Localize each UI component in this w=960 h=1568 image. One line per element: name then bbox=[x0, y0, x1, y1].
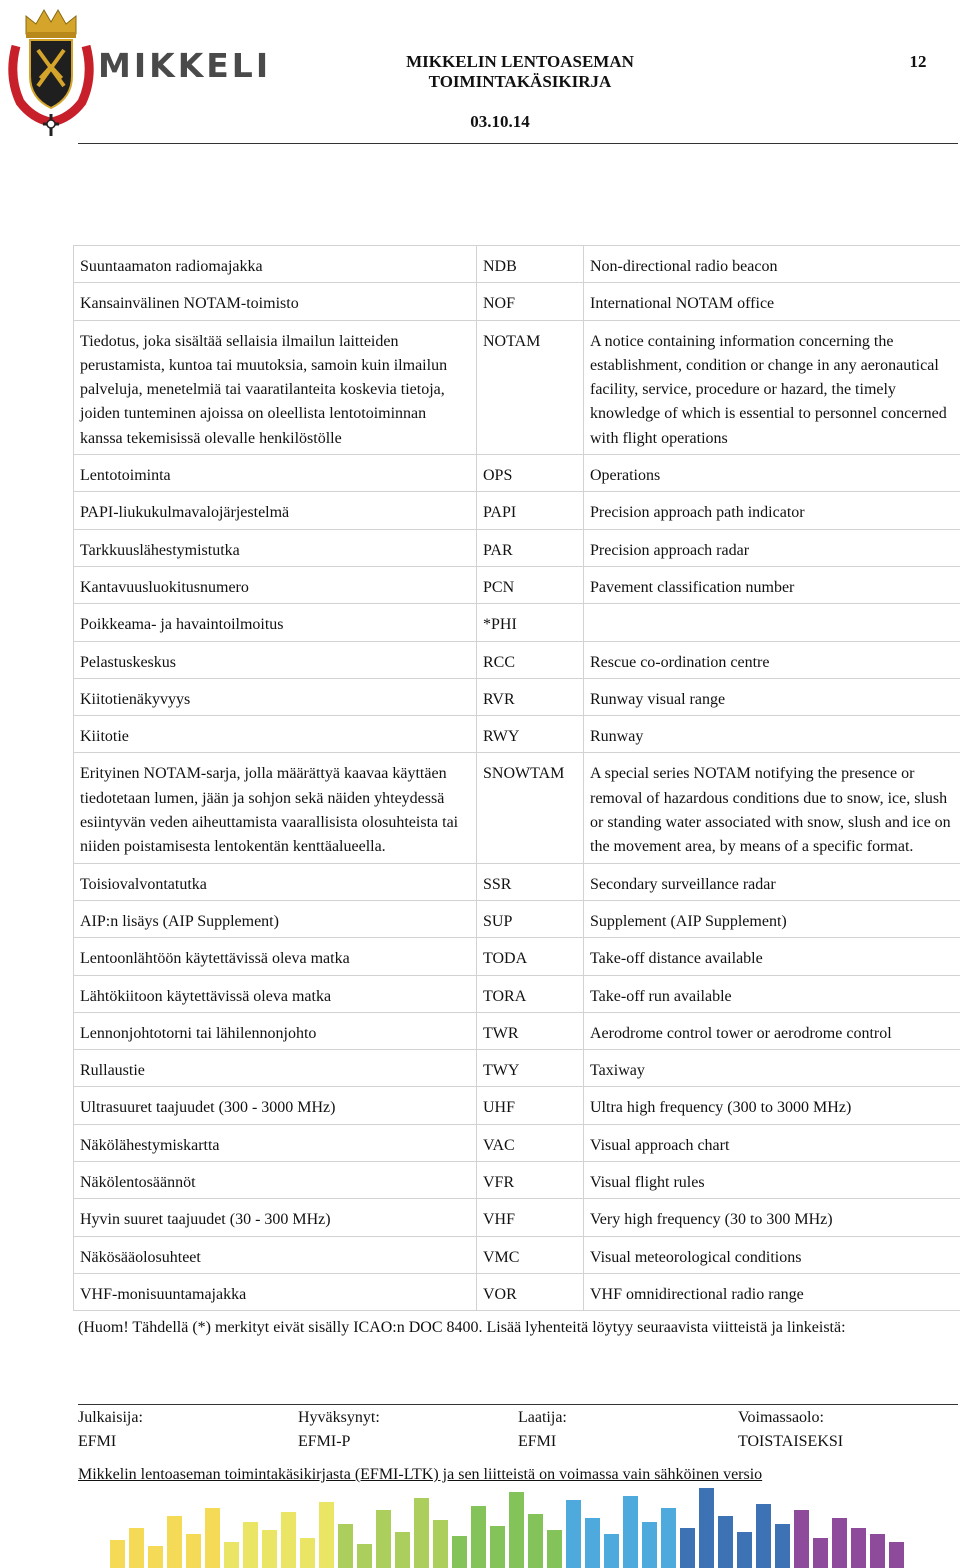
footer-approver-value: EFMI-P bbox=[298, 1433, 351, 1450]
english-term-cell: Pavement classification number bbox=[584, 566, 960, 603]
english-term-cell: Visual meteorological conditions bbox=[584, 1236, 960, 1273]
finnish-term-cell: Lähtökiitoon käytettävissä oleva matka bbox=[74, 975, 477, 1012]
decorative-bar bbox=[718, 1516, 733, 1568]
english-term-cell: Aerodrome control tower or aerodrome control bbox=[584, 1012, 960, 1049]
decorative-bar bbox=[414, 1498, 429, 1568]
decorative-bar bbox=[243, 1522, 258, 1568]
decorative-bar bbox=[642, 1522, 657, 1568]
english-term-cell: A special series NOTAM notifying the presence or removal of hazardous conditions due to snow, ice, slush or standing water associated with snow, slush and ice on the movement area, by means of a specific format. bbox=[584, 753, 960, 863]
table-row bbox=[74, 283, 960, 320]
decorative-bar bbox=[813, 1538, 828, 1568]
english-term-cell: Operations bbox=[584, 455, 960, 492]
abbreviation-cell: NOF bbox=[477, 283, 584, 320]
table-row bbox=[74, 863, 960, 900]
decorative-bar bbox=[319, 1502, 334, 1568]
abbreviation-cell: NOTAM bbox=[477, 320, 584, 454]
abbreviation-cell: RCC bbox=[477, 641, 584, 678]
decorative-bar bbox=[889, 1542, 904, 1568]
finnish-term-cell: Toisiovalvontatutka bbox=[74, 863, 477, 900]
electronic-version-notice-link[interactable]: Mikkelin lentoaseman toimintakäsikirjasta (EFMI-LTK) ja sen liitteistä on voimassa vain sähköinen versio bbox=[78, 1466, 763, 1483]
abbreviation-cell: SSR bbox=[477, 863, 584, 900]
abbreviation-cell: TODA bbox=[477, 938, 584, 975]
decorative-bar bbox=[338, 1524, 353, 1568]
english-term-cell: Runway visual range bbox=[584, 678, 960, 715]
decorative-bar bbox=[547, 1530, 562, 1568]
table-row bbox=[74, 604, 960, 641]
document-date: 03.10.14 bbox=[470, 112, 530, 131]
decorative-bar bbox=[452, 1536, 467, 1568]
finnish-term-cell: Rullaustie bbox=[74, 1050, 477, 1087]
abbreviation-table bbox=[73, 245, 960, 1311]
table-row bbox=[74, 1199, 960, 1236]
english-term-cell: Taxiway bbox=[584, 1050, 960, 1087]
abbreviation-cell: PAPI bbox=[477, 492, 584, 529]
decorative-bar bbox=[870, 1534, 885, 1568]
finnish-term-cell: Lennonjohtotorni tai lähilennonjohto bbox=[74, 1012, 477, 1049]
abbreviation-cell: VFR bbox=[477, 1162, 584, 1199]
decorative-bar bbox=[186, 1534, 201, 1568]
table-row bbox=[74, 320, 960, 454]
decorative-bar bbox=[281, 1512, 296, 1568]
table-row bbox=[74, 492, 960, 529]
decorative-bar bbox=[357, 1544, 372, 1568]
abbreviation-cell: NDB bbox=[477, 246, 584, 283]
decorative-bar bbox=[433, 1520, 448, 1568]
english-term-cell: Visual flight rules bbox=[584, 1162, 960, 1199]
abbreviation-cell: SNOWTAM bbox=[477, 753, 584, 863]
decorative-bar bbox=[167, 1516, 182, 1568]
finnish-term-cell: Erityinen NOTAM-sarja, jolla määrättyä kaavaa käyttäen tiedotetaan lumen, jään ja sohjon sekä näiden yhteydessä esiintyvän veden aiheuttamista vaarallisista olosuhteista tai niiden poistamisesta lentokentän kenttäalueella. bbox=[74, 753, 477, 863]
decorative-bar bbox=[395, 1532, 410, 1568]
decorative-bar bbox=[832, 1518, 847, 1568]
abbreviation-cell: SUP bbox=[477, 900, 584, 937]
english-term-cell: Supplement (AIP Supplement) bbox=[584, 900, 960, 937]
table-row bbox=[74, 1162, 960, 1199]
table-row bbox=[74, 1050, 960, 1087]
table-row bbox=[74, 1087, 960, 1124]
english-term-cell: VHF omnidirectional radio range bbox=[584, 1273, 960, 1310]
decorative-bar bbox=[775, 1524, 790, 1568]
decorative-bar bbox=[205, 1508, 220, 1568]
english-term-cell: Very high frequency (30 to 300 MHz) bbox=[584, 1199, 960, 1236]
abbreviation-cell: TWY bbox=[477, 1050, 584, 1087]
finnish-term-cell: Näkölähestymiskartta bbox=[74, 1124, 477, 1161]
footer-author bbox=[518, 1406, 738, 1454]
abbreviation-cell: PAR bbox=[477, 529, 584, 566]
decorative-bar bbox=[528, 1514, 543, 1568]
abbreviation-cell: VAC bbox=[477, 1124, 584, 1161]
english-term-cell: Take-off run available bbox=[584, 975, 960, 1012]
footer-divider bbox=[78, 1404, 958, 1405]
finnish-term-cell: Kantavuusluokitusnumero bbox=[74, 566, 477, 603]
finnish-term-cell: Poikkeama- ja havaintoilmoitus bbox=[74, 604, 477, 641]
decorative-bar bbox=[471, 1506, 486, 1568]
footer-publisher bbox=[78, 1406, 298, 1454]
decorative-bar bbox=[699, 1488, 714, 1568]
finnish-term-cell: AIP:n lisäys (AIP Supplement) bbox=[74, 900, 477, 937]
table-row bbox=[74, 529, 960, 566]
decorative-bar bbox=[756, 1504, 771, 1568]
table-row bbox=[74, 455, 960, 492]
footer-publisher-value: EFMI bbox=[78, 1433, 117, 1450]
abbreviation-cell: *PHI bbox=[477, 604, 584, 641]
abbreviation-cell: RVR bbox=[477, 678, 584, 715]
decorative-bar bbox=[129, 1528, 144, 1568]
header-divider bbox=[78, 143, 958, 144]
footer-publisher-label: Julkaisija: bbox=[78, 1409, 143, 1426]
table-row bbox=[74, 1273, 960, 1310]
finnish-term-cell: Hyvin suuret taajuudet (30 - 300 MHz) bbox=[74, 1199, 477, 1236]
decorative-bar bbox=[585, 1518, 600, 1568]
footnote: (Huom! Tähdellä (*) merkityt eivät sisälly ICAO:n DOC 8400. Lisää lyhenteitä löytyy seuraavista viitteistä ja linkeistä: bbox=[78, 1319, 846, 1336]
decorative-bar bbox=[680, 1528, 695, 1568]
english-term-cell: A notice containing information concerning the establishment, condition or change in any aeronautical facility, service, procedure or hazard, the timely knowledge of which is essential to personnel concerned with flight operations bbox=[584, 320, 960, 454]
table-row bbox=[74, 716, 960, 753]
decorative-bar bbox=[851, 1528, 866, 1568]
table-row bbox=[74, 566, 960, 603]
brand-name: MIKKELI bbox=[98, 46, 272, 85]
english-term-cell: Visual approach chart bbox=[584, 1124, 960, 1161]
footer-decorative-bars bbox=[0, 1486, 960, 1568]
footer-approver-label: Hyväksynyt: bbox=[298, 1409, 380, 1426]
table-row bbox=[74, 1124, 960, 1161]
english-term-cell: Precision approach path indicator bbox=[584, 492, 960, 529]
english-term-cell: Runway bbox=[584, 716, 960, 753]
finnish-term-cell: Tarkkuuslähestymistutka bbox=[74, 529, 477, 566]
table-row bbox=[74, 975, 960, 1012]
table-row bbox=[74, 938, 960, 975]
footer-validity bbox=[738, 1406, 958, 1454]
decorative-bar bbox=[794, 1510, 809, 1568]
document-title: MIKKELIN LENTOASEMAN TOIMINTAKÄSIKIRJA bbox=[406, 52, 634, 91]
decorative-bar bbox=[224, 1542, 239, 1568]
english-term-cell bbox=[584, 604, 960, 641]
english-term-cell: Take-off distance available bbox=[584, 938, 960, 975]
finnish-term-cell: VHF-monisuuntamajakka bbox=[74, 1273, 477, 1310]
finnish-term-cell: Suuntaamaton radiomajakka bbox=[74, 246, 477, 283]
finnish-term-cell: Kiitotienäkyvyys bbox=[74, 678, 477, 715]
english-term-cell: Non-directional radio beacon bbox=[584, 246, 960, 283]
abbreviation-cell: VHF bbox=[477, 1199, 584, 1236]
table-row bbox=[74, 753, 960, 863]
finnish-term-cell: Näkölentosäännöt bbox=[74, 1162, 477, 1199]
decorative-bar bbox=[262, 1530, 277, 1568]
page-number: 12 bbox=[909, 52, 927, 71]
decorative-bar bbox=[490, 1526, 505, 1568]
abbreviation-cell: OPS bbox=[477, 455, 584, 492]
decorative-bar bbox=[376, 1510, 391, 1568]
table-row bbox=[74, 1236, 960, 1273]
abbreviation-cell: TWR bbox=[477, 1012, 584, 1049]
english-term-cell: Ultra high frequency (300 to 3000 MHz) bbox=[584, 1087, 960, 1124]
finnish-term-cell: Kansainvälinen NOTAM-toimisto bbox=[74, 283, 477, 320]
abbreviation-cell: VOR bbox=[477, 1273, 584, 1310]
footer-approver bbox=[298, 1406, 518, 1454]
table-row bbox=[74, 246, 960, 283]
english-term-cell: Rescue co-ordination centre bbox=[584, 641, 960, 678]
abbreviation-cell: PCN bbox=[477, 566, 584, 603]
abbreviation-table-body bbox=[74, 246, 960, 1311]
footer-author-value: EFMI bbox=[518, 1433, 557, 1450]
finnish-term-cell: PAPI-liukukulmavalojärjestelmä bbox=[74, 492, 477, 529]
decorative-bar bbox=[300, 1538, 315, 1568]
decorative-bar bbox=[110, 1540, 125, 1568]
english-term-cell: International NOTAM office bbox=[584, 283, 960, 320]
abbreviation-cell: RWY bbox=[477, 716, 584, 753]
footer-author-label: Laatija: bbox=[518, 1409, 567, 1426]
english-term-cell: Secondary surveillance radar bbox=[584, 863, 960, 900]
decorative-bar bbox=[509, 1492, 524, 1568]
finnish-term-cell: Lentoonlähtöön käytettävissä oleva matka bbox=[74, 938, 477, 975]
footer-validity-label: Voimassaolo: bbox=[738, 1409, 824, 1426]
decorative-bar bbox=[661, 1508, 676, 1568]
abbreviation-cell: VMC bbox=[477, 1236, 584, 1273]
footer-validity-value: TOISTAISEKSI bbox=[738, 1433, 844, 1450]
decorative-bar bbox=[604, 1534, 619, 1568]
decorative-bar bbox=[148, 1546, 163, 1568]
finnish-term-cell: Pelastuskeskus bbox=[74, 641, 477, 678]
abbreviation-cell: UHF bbox=[477, 1087, 584, 1124]
decorative-bar bbox=[737, 1532, 752, 1568]
finnish-term-cell: Tiedotus, joka sisältää sellaisia ilmailun laitteiden perustamista, kuntoa tai muutoksia, samoin kuin ilmailun palveluja, menetelmiä tai vaaratilanteita koskevia tietoja, joiden tunteminen ajoissa on oleellista lentotoiminnan kanssa tekemisissä olevalle henkilöstölle bbox=[74, 320, 477, 454]
decorative-bar bbox=[566, 1500, 581, 1568]
table-row bbox=[74, 678, 960, 715]
decorative-bar bbox=[623, 1496, 638, 1568]
finnish-term-cell: Kiitotie bbox=[74, 716, 477, 753]
table-row bbox=[74, 641, 960, 678]
finnish-term-cell: Lentotoiminta bbox=[74, 455, 477, 492]
finnish-term-cell: Näkösääolosuhteet bbox=[74, 1236, 477, 1273]
finnish-term-cell: Ultrasuuret taajuudet (300 - 3000 MHz) bbox=[74, 1087, 477, 1124]
mikkeli-coat-of-arms-icon bbox=[6, 6, 96, 138]
english-term-cell: Precision approach radar bbox=[584, 529, 960, 566]
table-row bbox=[74, 900, 960, 937]
table-row bbox=[74, 1012, 960, 1049]
abbreviation-cell: TORA bbox=[477, 975, 584, 1012]
